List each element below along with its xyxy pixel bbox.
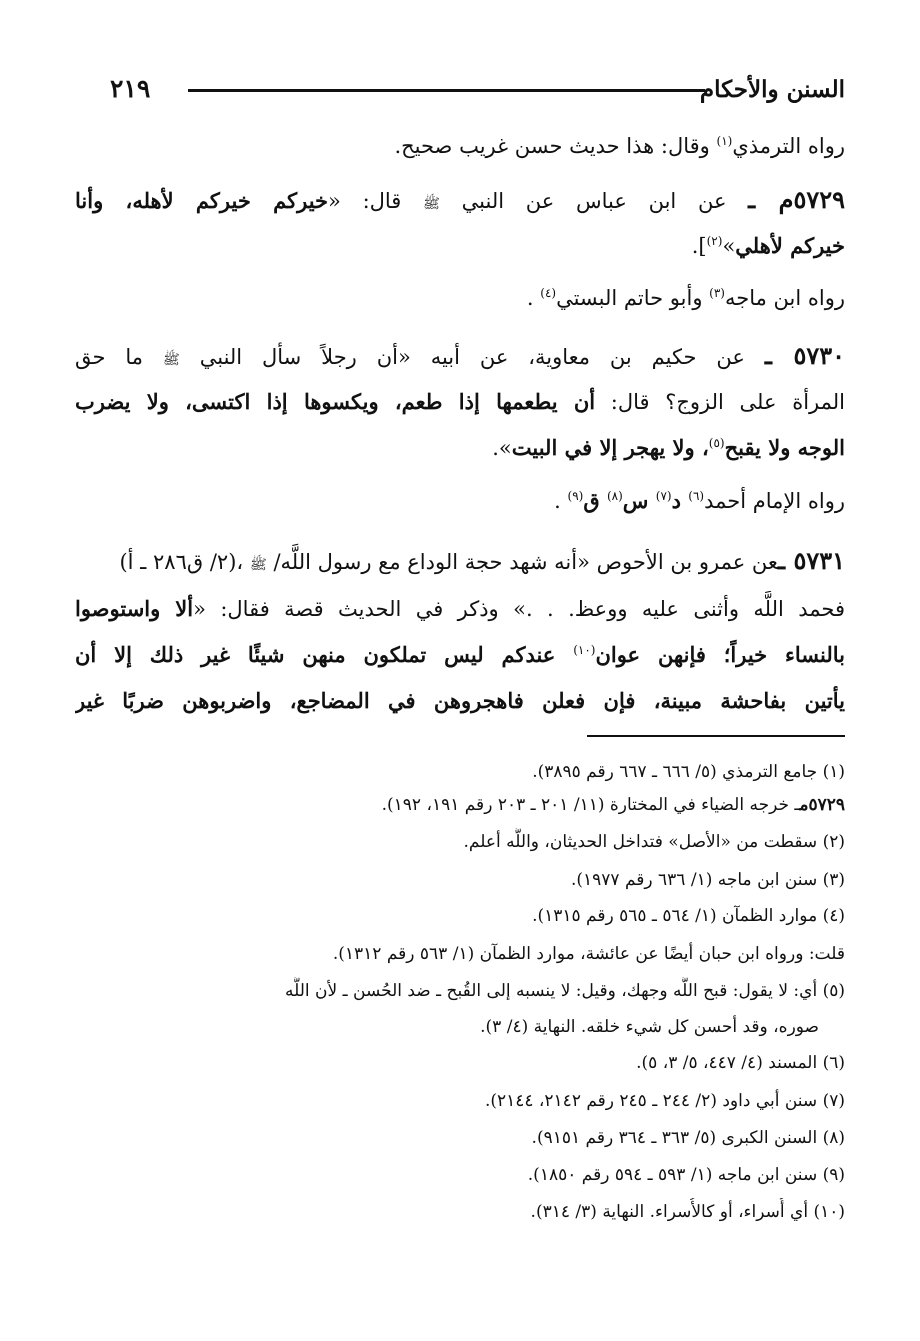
page-number: ٢١٩: [110, 74, 151, 103]
salutation-glyph: ﷺ: [423, 196, 440, 212]
footnote: قلت: ورواه ابن حبان أيضًا عن عائشة، موارد الظمآن (١/ ٥٦٣ رقم ١٣١٢).: [332, 944, 845, 964]
footnote-ref: (٢): [706, 234, 723, 248]
narration-line: رواه ابن ماجه$^{(٣)}$ وأبو حاتم البستي$^{(٤)}$ .: [526, 286, 845, 310]
footnote: (١٠) أي أُسراء، أو كالأُسراء. النهاية (٣/ ٣١٤).: [530, 1202, 845, 1222]
footnote: (٦) المسند (٤/ ٤٤٧، ٥/ ٣، ٥).: [636, 1053, 845, 1073]
footnote: (٩) سنن ابن ماجه (١/ ٥٩٣ ـ ٥٩٤ رقم ١٨٥٠).: [527, 1165, 845, 1185]
hadith-number: ٥٧٢٩م ـ: [748, 185, 845, 214]
chapter-title: السنن والأحكام: [699, 76, 845, 103]
footnote-ref: (٣): [709, 286, 725, 300]
footnote: ٥٧٢٩مـ خرجه الضياء في المختارة (١١/ ٢٠١ ـ ٢٠٣ رقم ١٩١، ١٩٢).: [381, 795, 845, 815]
footnote-separator: [587, 735, 845, 737]
footnote-ref: (١٠): [573, 643, 596, 657]
footnote: (٧) سنن أبي داود (٢/ ٢٤٤ ـ ٢٤٥ رقم ٢١٤٢، ٢١٤٤).: [484, 1091, 845, 1111]
footnote-ref: (٩): [567, 489, 584, 503]
running-header: [110, 70, 845, 110]
footnote-ref: (٤): [540, 286, 557, 300]
footnote: (٣) سنن ابن ماجه (١/ ٦٣٦ رقم ١٩٧٧).: [570, 870, 845, 890]
hadith-number: ٥٧٣١ ـ: [778, 546, 845, 575]
footnote-ref: (١): [716, 134, 733, 148]
narration-line: رواه الإمام أحمد$^{(٦)}$ د$^{(٧)}$ س$^{(٨)}$ ق$^{(٩)}$ .: [554, 488, 845, 513]
hadith-5731-line-4: يأتين بفاحشة مبينة، فإن فعلن فاهجروهن في المضاجع، واضربوهن ضربًا غير: [75, 688, 845, 713]
narration-line: رواه الترمذي$^{(١)}$ وقال: هذا حديث حسن غريب صحيح.: [394, 134, 845, 158]
footnote: (٤) موارد الظمآن (١/ ٥٦٤ ـ ٥٦٥ رقم ١٣١٥).: [532, 906, 845, 926]
hadith-5731-line-1: ٥٧٣١ ـعن عمرو بن الأحوص «أنه شهد حجة الوداع مع رسول اللَّه/ ﷺ ،(٢/ ق٢٨٦ ـ أ): [119, 546, 845, 575]
hadith-5731-line-2: فحمد اللَّه وأثنى عليه ووعظ. . .» وذكر في الحديث قصة فقال: «ألا واستوصوا: [75, 596, 845, 621]
header-rule: [188, 89, 705, 92]
footnote: (١) جامع الترمذي (٥/ ٦٦٦ ـ ٦٦٧ رقم ٣٨٩٥).: [532, 762, 845, 782]
salutation-glyph: ﷺ: [162, 352, 180, 368]
hadith-5730-line-3: الوجه ولا يقبح$^{(٥)}$، ولا يهجر إلا في البيت».: [492, 435, 845, 460]
hadith-5731-line-3: بالنساء خيراً؛ فإنهن عوان$^{(١٠)}$ عندكم ليس تملكون منهن شيئًا غير ذلك إلا أن: [75, 642, 845, 667]
footnote-ref: (٧): [655, 489, 672, 503]
hadith-5730-line-1: ٥٧٣٠ ـ عن حكيم بن معاوية، عن أبيه «أن رجلاً سأل النبي ﷺ ما حق: [75, 341, 845, 370]
hadith-5730-line-2: المرأة على الزوج؟ قال: أن يطعمها إذا طعم، ويكسوها إذا اكتسى، ولا يضرب: [75, 389, 845, 414]
hadith-number: ٥٧٣٠ ـ: [764, 341, 845, 370]
salutation-glyph: ﷺ: [249, 557, 267, 573]
footnote-ref: (٦): [688, 489, 705, 503]
footnote-ref: (٨): [606, 489, 623, 503]
footnote-continuation: صوره، وقد أحسن كل شيء خلقه. النهاية (٤/ ٣).: [480, 1017, 819, 1037]
footnote-ref: (٥): [708, 436, 725, 450]
hadith-5729-line-2: خيركم لأهلي»$^{(٢)}$].: [691, 233, 845, 258]
footnote: (٥) أي: لا يقول: قبح اللَّه وجهك، وقيل: لا ينسبه إلى القُبح ـ ضد الحُسن ـ لأن اللَّه: [284, 981, 845, 1001]
footnote: (٨) السنن الكبرى (٥/ ٣٦٣ ـ ٣٦٤ رقم ٩١٥١).: [531, 1128, 845, 1148]
footnote: (٢) سقطت من «الأصل» فتداخل الحديثان، واللَّه أعلم.: [463, 832, 845, 852]
hadith-5729-line-1: ٥٧٢٩م ـ عن ابن عباس عن النبي ﷺ قال: «خيركم خيركم لأهله، وأنا: [75, 185, 845, 214]
